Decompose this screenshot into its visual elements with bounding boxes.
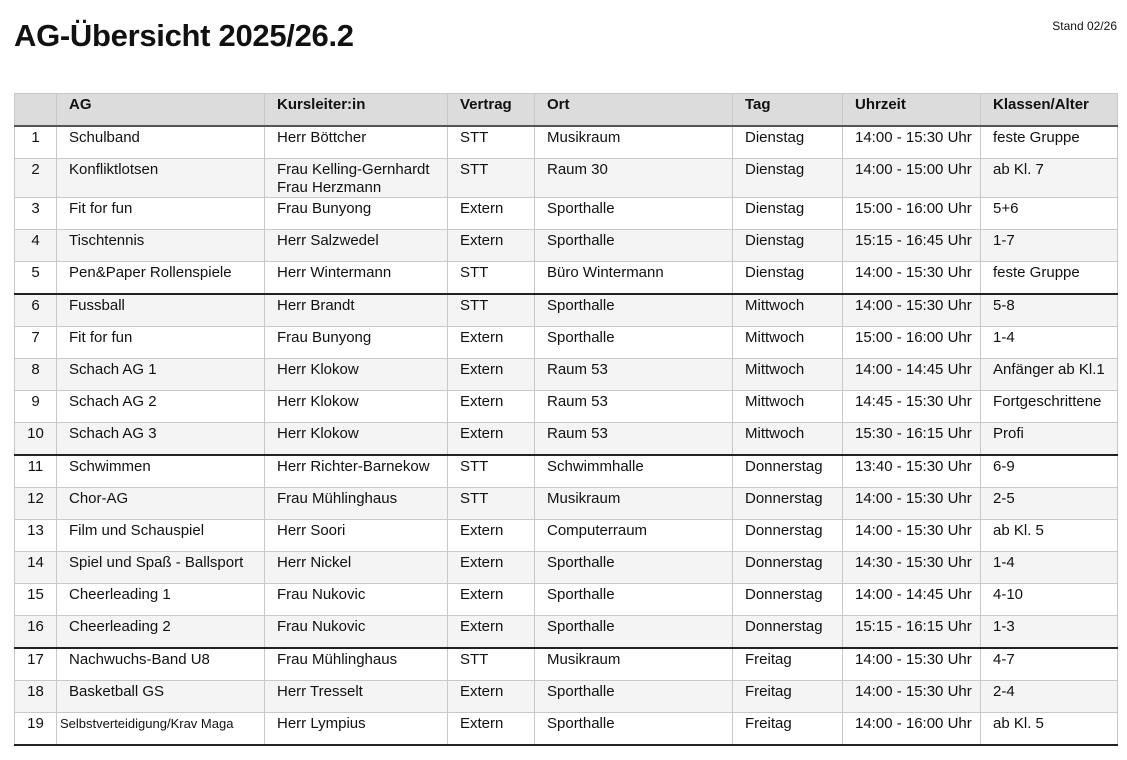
cell-vertrag: STT: [448, 488, 535, 520]
kursleiter-name: Frau Nukovic: [277, 586, 366, 603]
cell-vertrag: Extern: [448, 552, 535, 584]
header-nr: [15, 94, 57, 127]
cell-tag: Freitag: [733, 713, 843, 746]
cell-tag: Donnerstag: [733, 455, 843, 488]
table-row: [15, 198, 1118, 230]
cell-kursleiter: [265, 159, 448, 198]
cell-nr: 2: [15, 159, 57, 198]
table-row: [15, 423, 1118, 456]
cell-nr: 7: [15, 327, 57, 359]
cell-klassen: 4-7: [981, 648, 1118, 681]
cell-nr: 8: [15, 359, 57, 391]
cell-uhrzeit: 15:00 - 16:00 Uhr: [843, 198, 981, 230]
cell-ort: Sporthalle: [535, 230, 733, 262]
cell-nr: 16: [15, 616, 57, 649]
kursleiter-name: Frau Nukovic: [277, 618, 366, 635]
table-row: [15, 455, 1118, 488]
cell-uhrzeit: 14:00 - 15:30 Uhr: [843, 126, 981, 159]
ag-table: [14, 93, 1118, 746]
cell-ag: Fit for fun: [57, 198, 265, 230]
cell-ort: Sporthalle: [535, 327, 733, 359]
table-row: [15, 552, 1118, 584]
cell-klassen: 1-4: [981, 552, 1118, 584]
cell-ag: Schach AG 1: [57, 359, 265, 391]
cell-ag: Schach AG 2: [57, 391, 265, 423]
table-row: [15, 520, 1118, 552]
cell-klassen: Fortgeschrittene: [981, 391, 1118, 423]
table-row: [15, 126, 1118, 159]
cell-uhrzeit: 14:00 - 15:30 Uhr: [843, 488, 981, 520]
kursleiter-name: Frau Bunyong: [277, 329, 372, 346]
kursleiter-name: Herr Salzwedel: [277, 232, 379, 249]
cell-klassen: ab Kl. 5: [981, 520, 1118, 552]
cell-kursleiter: [265, 616, 448, 649]
table-row: [15, 262, 1118, 295]
cell-nr: 17: [15, 648, 57, 681]
cell-nr: 12: [15, 488, 57, 520]
table-row: [15, 359, 1118, 391]
cell-ag: Tischtennis: [57, 230, 265, 262]
cell-uhrzeit: 14:00 - 15:00 Uhr: [843, 159, 981, 198]
cell-kursleiter: [265, 262, 448, 295]
kursleiter-name: Herr Wintermann: [277, 264, 392, 281]
kursleiter-name: Herr Klokow: [277, 393, 359, 410]
cell-nr: 18: [15, 681, 57, 713]
kursleiter-name: Herr Tresselt: [277, 683, 363, 700]
cell-nr: 11: [15, 455, 57, 488]
cell-tag: Dienstag: [733, 126, 843, 159]
cell-uhrzeit: 14:00 - 15:30 Uhr: [843, 648, 981, 681]
kursleiter-name: Herr Nickel: [277, 554, 352, 571]
cell-vertrag: Extern: [448, 391, 535, 423]
cell-ort: Sporthalle: [535, 552, 733, 584]
kursleiter-name: Frau Kelling-Gernhardt: [277, 161, 430, 178]
cell-kursleiter: [265, 713, 448, 746]
cell-ag: Schulband: [57, 126, 265, 159]
cell-ag: Konfliktlotsen: [57, 159, 265, 198]
cell-klassen: ab Kl. 5: [981, 713, 1118, 746]
cell-klassen: 2-5: [981, 488, 1118, 520]
cell-ort: Sporthalle: [535, 681, 733, 713]
cell-nr: 4: [15, 230, 57, 262]
cell-kursleiter: [265, 294, 448, 327]
cell-tag: Donnerstag: [733, 552, 843, 584]
header-ag: AG: [57, 94, 265, 127]
cell-vertrag: STT: [448, 126, 535, 159]
cell-vertrag: Extern: [448, 327, 535, 359]
cell-vertrag: Extern: [448, 681, 535, 713]
cell-ort: Sporthalle: [535, 616, 733, 649]
cell-ag: Cheerleading 2: [57, 616, 265, 649]
cell-tag: Mittwoch: [733, 391, 843, 423]
cell-ort: Büro Wintermann: [535, 262, 733, 295]
cell-ort: Sporthalle: [535, 584, 733, 616]
cell-nr: 5: [15, 262, 57, 295]
table-row: [15, 488, 1118, 520]
cell-klassen: feste Gruppe: [981, 126, 1118, 159]
cell-kursleiter: [265, 327, 448, 359]
kursleiter-name: Frau Mühlinghaus: [277, 490, 398, 507]
page-title: AG-Übersicht 2025/26.2: [14, 18, 354, 53]
cell-tag: Mittwoch: [733, 359, 843, 391]
header-tag: Tag: [733, 94, 843, 127]
cell-klassen: 2-4: [981, 681, 1118, 713]
kursleiter-name: Frau Mühlinghaus: [277, 651, 398, 668]
cell-ag: Nachwuchs-Band U8: [57, 648, 265, 681]
cell-kursleiter: [265, 488, 448, 520]
table-row: [15, 159, 1118, 198]
cell-klassen: feste Gruppe: [981, 262, 1118, 295]
cell-ort: Raum 53: [535, 391, 733, 423]
cell-nr: 15: [15, 584, 57, 616]
cell-vertrag: Extern: [448, 713, 535, 746]
cell-kursleiter: [265, 584, 448, 616]
cell-uhrzeit: 14:45 - 15:30 Uhr: [843, 391, 981, 423]
table-row: [15, 713, 1118, 746]
cell-vertrag: Extern: [448, 616, 535, 649]
cell-tag: Freitag: [733, 648, 843, 681]
cell-tag: Freitag: [733, 681, 843, 713]
cell-klassen: Anfänger ab Kl.1: [981, 359, 1118, 391]
cell-nr: 9: [15, 391, 57, 423]
cell-uhrzeit: 15:30 - 16:15 Uhr: [843, 423, 981, 456]
cell-klassen: 1-3: [981, 616, 1118, 649]
cell-tag: Dienstag: [733, 159, 843, 198]
cell-kursleiter: [265, 455, 448, 488]
table-row: [15, 230, 1118, 262]
cell-ort: Sporthalle: [535, 198, 733, 230]
cell-tag: Dienstag: [733, 262, 843, 295]
cell-nr: 10: [15, 423, 57, 456]
cell-vertrag: STT: [448, 455, 535, 488]
cell-uhrzeit: 14:00 - 15:30 Uhr: [843, 520, 981, 552]
cell-nr: 6: [15, 294, 57, 327]
cell-klassen: 1-4: [981, 327, 1118, 359]
cell-tag: Mittwoch: [733, 423, 843, 456]
cell-kursleiter: [265, 520, 448, 552]
cell-vertrag: Extern: [448, 423, 535, 456]
cell-kursleiter: [265, 198, 448, 230]
table-row: [15, 648, 1118, 681]
cell-uhrzeit: 13:40 - 15:30 Uhr: [843, 455, 981, 488]
cell-nr: 14: [15, 552, 57, 584]
table-row: [15, 391, 1118, 423]
cell-ag: Film und Schauspiel: [57, 520, 265, 552]
cell-vertrag: Extern: [448, 520, 535, 552]
cell-ag: Fit for fun: [57, 327, 265, 359]
cell-kursleiter: [265, 230, 448, 262]
cell-uhrzeit: 15:00 - 16:00 Uhr: [843, 327, 981, 359]
header-kursleiter: Kursleiter:in: [265, 94, 448, 127]
cell-ag: Schach AG 3: [57, 423, 265, 456]
cell-klassen: 6-9: [981, 455, 1118, 488]
cell-tag: Donnerstag: [733, 584, 843, 616]
cell-nr: 1: [15, 126, 57, 159]
cell-uhrzeit: 14:00 - 14:45 Uhr: [843, 584, 981, 616]
cell-ort: Schwimmhalle: [535, 455, 733, 488]
cell-ort: Raum 53: [535, 423, 733, 456]
kursleiter-name: Herr Richter-Barnekow: [277, 458, 430, 475]
cell-ag: Cheerleading 1: [57, 584, 265, 616]
cell-kursleiter: [265, 126, 448, 159]
header-uhrzeit: Uhrzeit: [843, 94, 981, 127]
cell-klassen: 5+6: [981, 198, 1118, 230]
cell-ort: Raum 53: [535, 359, 733, 391]
table-row: [15, 584, 1118, 616]
cell-uhrzeit: 14:30 - 15:30 Uhr: [843, 552, 981, 584]
kursleiter-name: Herr Klokow: [277, 361, 359, 378]
cell-ag: Selbstverteidigung/Krav Maga: [57, 713, 265, 746]
table-row: [15, 616, 1118, 649]
table-body: [15, 126, 1118, 745]
cell-uhrzeit: 14:00 - 15:30 Uhr: [843, 681, 981, 713]
cell-tag: Donnerstag: [733, 488, 843, 520]
cell-kursleiter: [265, 552, 448, 584]
stand-date: Stand 02/26: [1052, 19, 1117, 33]
cell-klassen: Profi: [981, 423, 1118, 456]
cell-ag: Schwimmen: [57, 455, 265, 488]
kursleiter-name: Herr Soori: [277, 522, 346, 539]
cell-kursleiter: [265, 391, 448, 423]
cell-vertrag: Extern: [448, 359, 535, 391]
cell-vertrag: STT: [448, 262, 535, 295]
header-klassen: Klassen/Alter: [981, 94, 1118, 127]
cell-nr: 3: [15, 198, 57, 230]
cell-uhrzeit: 14:00 - 15:30 Uhr: [843, 262, 981, 295]
cell-ort: Raum 30: [535, 159, 733, 198]
cell-nr: 13: [15, 520, 57, 552]
kursleiter-name: Frau Herzmann: [277, 179, 382, 196]
cell-klassen: 4-10: [981, 584, 1118, 616]
cell-ag: Chor-AG: [57, 488, 265, 520]
table-row: [15, 681, 1118, 713]
cell-ag: Pen&Paper Rollenspiele: [57, 262, 265, 295]
header-vertrag: Vertrag: [448, 94, 535, 127]
cell-tag: Donnerstag: [733, 616, 843, 649]
cell-tag: Donnerstag: [733, 520, 843, 552]
cell-tag: Mittwoch: [733, 327, 843, 359]
cell-uhrzeit: 15:15 - 16:15 Uhr: [843, 616, 981, 649]
cell-ort: Musikraum: [535, 648, 733, 681]
cell-uhrzeit: 14:00 - 16:00 Uhr: [843, 713, 981, 746]
table-header: [15, 94, 1118, 127]
cell-vertrag: Extern: [448, 198, 535, 230]
cell-vertrag: Extern: [448, 584, 535, 616]
cell-ag: Basketball GS: [57, 681, 265, 713]
cell-klassen: 5-8: [981, 294, 1118, 327]
cell-tag: Dienstag: [733, 198, 843, 230]
cell-tag: Dienstag: [733, 230, 843, 262]
kursleiter-name: Herr Klokow: [277, 425, 359, 442]
table-row: [15, 294, 1118, 327]
cell-ort: Computerraum: [535, 520, 733, 552]
cell-ort: Sporthalle: [535, 294, 733, 327]
cell-vertrag: STT: [448, 294, 535, 327]
kursleiter-name: Herr Böttcher: [277, 129, 367, 146]
kursleiter-name: Frau Bunyong: [277, 200, 372, 217]
kursleiter-name: Herr Brandt: [277, 297, 355, 314]
cell-vertrag: STT: [448, 648, 535, 681]
cell-klassen: 1-7: [981, 230, 1118, 262]
cell-uhrzeit: 14:00 - 15:30 Uhr: [843, 294, 981, 327]
cell-ag: Fussball: [57, 294, 265, 327]
cell-klassen: ab Kl. 7: [981, 159, 1118, 198]
cell-ort: Musikraum: [535, 126, 733, 159]
table-row: [15, 327, 1118, 359]
cell-kursleiter: [265, 423, 448, 456]
header-ort: Ort: [535, 94, 733, 127]
cell-ort: Sporthalle: [535, 713, 733, 746]
cell-nr: 19: [15, 713, 57, 746]
kursleiter-name: Herr Lympius: [277, 715, 366, 732]
header-row: [15, 94, 1118, 127]
cell-vertrag: Extern: [448, 230, 535, 262]
cell-uhrzeit: 14:00 - 14:45 Uhr: [843, 359, 981, 391]
cell-tag: Mittwoch: [733, 294, 843, 327]
cell-kursleiter: [265, 681, 448, 713]
cell-ag: Spiel und Spaß - Ballsport: [57, 552, 265, 584]
cell-ort: Musikraum: [535, 488, 733, 520]
cell-kursleiter: [265, 648, 448, 681]
cell-uhrzeit: 15:15 - 16:45 Uhr: [843, 230, 981, 262]
cell-kursleiter: [265, 359, 448, 391]
cell-vertrag: STT: [448, 159, 535, 198]
